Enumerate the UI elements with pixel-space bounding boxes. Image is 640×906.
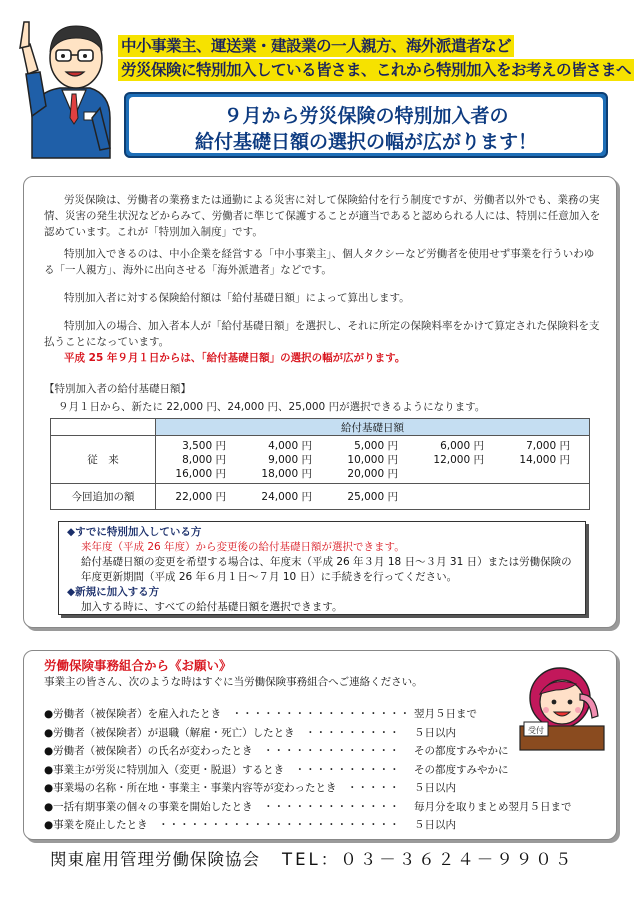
fee-value: 14,000 円 [519, 453, 570, 466]
request-item-deadline: 翌月５日まで [414, 708, 477, 720]
fee-value: 22,000 円 [175, 490, 226, 503]
phone-number[interactable]: TEL：０３－３６２４－９９０５ [282, 850, 575, 869]
request-item-deadline: その都度すみやかに [414, 745, 509, 757]
header-line-1: 中小事業主、運送業・建設業の一人親方、海外派遣者など [118, 35, 514, 57]
request-item-deadline: ５日以内 [414, 726, 456, 739]
fee-value: 5,000 円 [354, 439, 398, 452]
intro-paragraph-1: 労災保険は、労働者の業務または通勤による災害に対して保険給付を行う制度ですが、労働者以外でも、業務の実情、災害の発生状況などからみて、労働者に準じて保護することが適当であると認められる人には、特別に任意加入を認めています。これが「特別加入制度」です。 [44, 194, 601, 238]
list-item [44, 779, 604, 798]
list-item [44, 761, 604, 780]
fee-value: 7,000 円 [526, 439, 570, 452]
fee-value: 18,000 円 [261, 467, 312, 480]
request-item-deadline: ５日以内 [414, 819, 456, 831]
footer-contact [50, 846, 610, 870]
intro-paragraph-2: 特別加入できるのは、中小企業を経営する「中小事業主」、個人タクシーなど労働者を使用せず事業を行ういわゆる「一人親方」、海外に出向させる「海外派遣者」などです。 [44, 248, 595, 276]
request-intro: 事業主の皆さん、次のような時はすぐに当労働保険事務組合へご連絡ください。 [44, 676, 423, 688]
highlight-notice: 平成 25 年９月１日からは、「給付基礎日額」の選択の幅が広がります。 [64, 352, 406, 364]
request-item-label: ●労働者（被保険者）が退職（解雇・死亡）したとき ・・・・・・・・・ [44, 726, 400, 739]
request-item-label: ●労働者（被保険者）の氏名が変わったとき ・・・・・・・・・・・・・ [44, 745, 400, 757]
request-title: 労働保険事務組合から《お願い》 [44, 658, 232, 673]
fee-table-header: 給付基礎日額 [156, 419, 590, 436]
fee-row-label-added: 今回追加の額 [51, 484, 156, 510]
request-list [44, 705, 604, 835]
new-enrollment-body: 加入する時に、すべての給付基礎日額を選択できます。 [81, 601, 343, 613]
request-item-deadline: 毎月分を取りまとめ翌月５日まで [414, 800, 572, 813]
list-item [44, 798, 604, 817]
title-line-1: ９月から労災保険の特別加入者の [223, 105, 509, 127]
fee-table-corner [51, 419, 156, 436]
already-enrolled-body: 給付基礎日額の変更を希望する場合は、年度末（平成 26 年３月 18 日～３月 31 日）または労働保険の年度更新期間（平成 26 年６月１日～７月 10 日）に手続きを行ってください。 [81, 556, 572, 583]
list-item [44, 705, 604, 724]
already-enrolled-heading: ◆すでに特別加入している方 [67, 526, 202, 538]
already-enrolled-red-note: 来年度（平成 26 年度）から変更後の給付基礎日額が選択できます。 [81, 541, 405, 553]
request-item-label: ●事業を廃止したとき ・・・・・・・・・・・・・・・・・・・・・・・ [44, 819, 400, 831]
reception-badge: 受付 [528, 726, 544, 735]
request-item-deadline: その都度すみやかに [414, 763, 509, 776]
organization-name: 関東雇用管理労働保険協会 [50, 850, 260, 869]
fee-table [50, 418, 590, 510]
title-banner [124, 92, 608, 158]
request-item-label: ●一括有期事業の個々の事業を開始したとき ・・・・・・・・・・・・・ [44, 800, 400, 813]
fee-value: 16,000 円 [175, 467, 226, 480]
title-banner-inner [129, 97, 603, 153]
fee-value: 8,000 円 [182, 453, 226, 466]
request-item-deadline: ５日以内 [414, 782, 456, 794]
fee-section-lead: ９月１日から、新たに 22,000 円、24,000 円、25,000 円が選択できるようになります。 [58, 401, 486, 413]
fee-value: 3,500 円 [182, 439, 226, 452]
notice-box [58, 521, 586, 615]
title-line-2: 給付基礎日額の選択の幅が広がります！ [194, 131, 537, 153]
header-line-2: 労災保険に特別加入している皆さま、これから特別加入をお考えの皆さまへ [118, 59, 634, 81]
fee-value: 6,000 円 [440, 439, 484, 452]
fee-section-heading: 【特別加入者の給付基礎日額】 [44, 383, 191, 395]
fee-value: 25,000 円 [347, 490, 398, 503]
new-enrollment-heading: ◆新規に加入する方 [67, 586, 160, 598]
fee-value: 20,000 円 [347, 467, 398, 480]
businessman-mascot-illustration [14, 8, 114, 168]
fee-value: 12,000 円 [433, 453, 484, 466]
intro-paragraph-3: 特別加入者に対する保険給付額は「給付基礎日額」によって算出します。 [64, 292, 410, 304]
list-item [44, 742, 604, 761]
request-item-label: ●労働者（被保険者）を雇入れたとき ・・・・・・・・・・・・・・・・・ [44, 708, 411, 720]
fee-row-previous-values [156, 436, 590, 484]
fee-row-label-previous: 従 来 [51, 436, 156, 484]
intro-paragraph-4: 特別加入の場合、加入者本人が「給付基礎日額」を選択し、それに所定の保険料率をかけて算定された保険料を支払うことになっています。 [44, 320, 600, 348]
fee-value: 9,000 円 [268, 453, 312, 466]
fee-value: 24,000 円 [261, 490, 312, 503]
fee-value: 4,000 円 [268, 439, 312, 452]
request-item-label: ●事業主が労災に特別加入（変更・脱退）するとき ・・・・・・・・・・ [44, 763, 400, 776]
list-item [44, 816, 604, 835]
fee-row-added-values [156, 484, 590, 510]
list-item [44, 724, 604, 743]
request-item-label: ●事業場の名称・所在地・事業主・事業内容等が変わったとき ・・・・・ [44, 782, 400, 794]
fee-value: 10,000 円 [347, 453, 398, 466]
